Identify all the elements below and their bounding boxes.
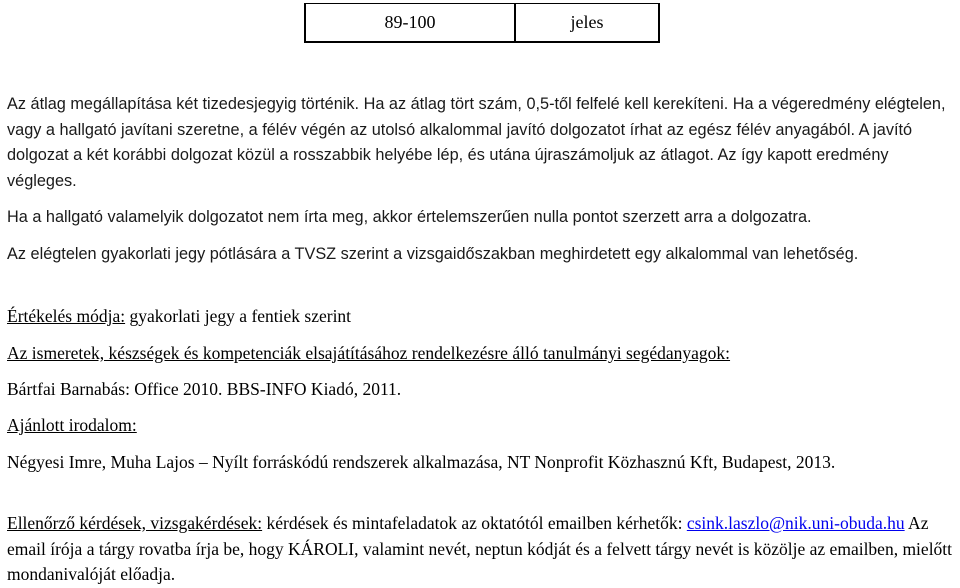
questions-text-after: Az email írója a tárgy rovatba írja be, hogy KÁROLI, valamint nevét, neptun kódját és a felvett tárgy nevét is közölje az emailben, mielőtt mondanivalóját előadja.: [7, 513, 953, 584]
email-link[interactable]: csink.laszlo@nik.uni-obuda.hu: [686, 513, 905, 533]
evaluation-section: [7, 304, 953, 330]
questions-section: [7, 511, 953, 588]
paragraph-average: Az átlag megállapítása két tizedesjegyig történik. Ha az átlag tört szám, 0,5-től felfelé kell kerekíteni. Ha a végeredmény elégtelen, vagy a hallgató javítani szeretne, a félév végén az utolsó alkalommal javító dolgozatot írhat az egész félév anyagából. A javító dolgozat a két korábbi dolgozat közül a rosszabbik helyébe lép, és utána újraszámoljuk az átlagot. Az így kapott eredmény végleges.: [7, 95, 946, 190]
questions-heading: Ellenőrző kérdések, vizsgakérdések:: [7, 513, 263, 533]
evaluation-heading: Értékelés módja:: [7, 306, 126, 326]
grade-table-row: [304, 3, 660, 43]
questions-text-before: kérdések és mintafeladatok az oktatótól emailben kérhetők:: [262, 513, 687, 533]
recommended-heading: Ajánlott irodalom:: [7, 415, 137, 435]
paragraph-missed-test: Ha a hallgató valamelyik dolgozatot nem írta meg, akkor értelemszerűen nulla pontot szerzett arra a dolgozatra.: [7, 208, 812, 226]
materials-heading: Az ismeretek, készségek és kompetenciák elsajátításához rendelkezésre álló tanulmányi segédanyagok:: [7, 343, 731, 363]
paragraph-retake: Az elégtelen gyakorlati jegy pótlására a TVSZ szerint a vizsgaidőszakban meghirdetett egy alkalommal van lehetőség.: [7, 245, 859, 263]
recommended-heading-line: [7, 413, 953, 439]
grade-range-cell: 89-100: [306, 4, 516, 41]
evaluation-text: gyakorlati jegy a fentiek szerint: [125, 306, 352, 326]
grade-label-cell: jeles: [570, 12, 604, 32]
recommended-text: Négyesi Imre, Muha Lajos – Nyílt forráskódú rendszerek alkalmazása, NT Nonprofit Közhasznú Kft, Budapest, 2013.: [7, 452, 836, 472]
materials-text: Bártfai Barnabás: Office 2010. BBS-INFO Kiadó, 2011.: [7, 379, 402, 399]
materials-heading-line: [7, 341, 953, 367]
